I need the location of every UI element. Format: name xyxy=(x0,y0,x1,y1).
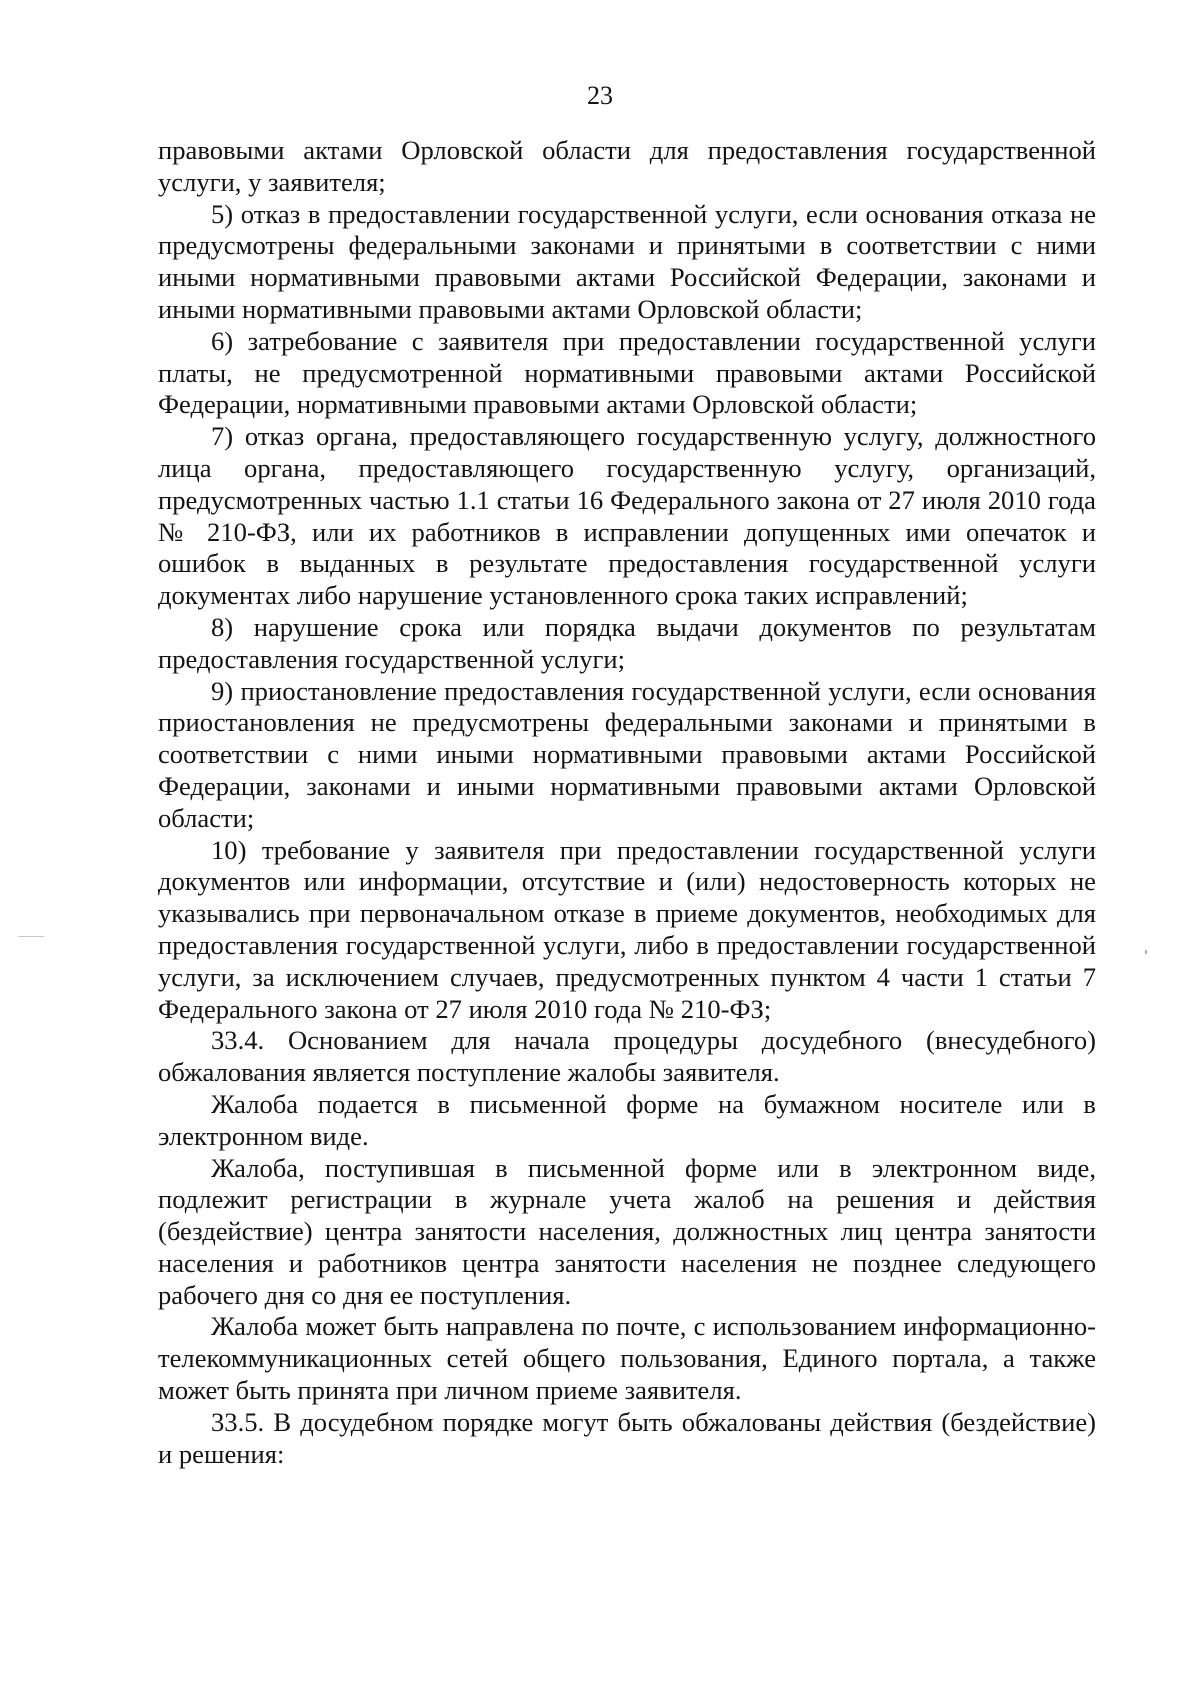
paragraph-item-9: 9) приостановление предоставления государственной услуги, если основания приостановления не предусмотрены федеральными законами и принятыми в соответствии с ними иными нормативными правовыми актами Российской Федерации, законами и иными нормативными правовыми актами Орловской области; xyxy=(158,675,1096,833)
paragraph-section-33-4: 33.4. Основанием для начала процедуры досудебного (внесудебного) обжалования является поступление жалобы заявителя. xyxy=(158,1025,1096,1088)
paragraph-item-7: 7) отказ органа, предоставляющего государственную услугу, должностного лица органа, предоставляющего государственную услугу, организаций, предусмотренных частью 1.1 статьи 16 Федерального закона от 27 июля 2010 года № 210-ФЗ, или их работников в исправлении допущенных ими опечаток и ошибок в выданных в результате предоставления государственной услуги документах либо нарушение установленного срока таких исправлений; xyxy=(158,421,1096,611)
paragraph-continuation: правовыми актами Орловской области для предоставления государственной услуги, у заявителя; xyxy=(158,135,1096,197)
scan-margin-mark xyxy=(18,936,44,937)
document-body xyxy=(158,135,1096,1470)
paragraph-complaint-submission: Жалоба может быть направлена по почте, с использованием информационно-телекоммуникационных сетей общего пользования, Единого портала, а также может быть принята при личном приеме заявителя. xyxy=(158,1311,1096,1406)
paragraph-complaint-form: Жалоба подается в письменной форме на бумажном носителе или в электронном виде. xyxy=(158,1088,1096,1151)
scan-margin-tick xyxy=(1145,950,1147,954)
paragraph-complaint-registration: Жалоба, поступившая в письменной форме или в электронном виде, подлежит регистрации в журнале учета жалоб на решения и действия (бездействие) центра занятости населения, должностных лиц центра занятости населения и работников центра занятости населения не позднее следующего рабочего дня со дня ее поступления. xyxy=(158,1152,1096,1310)
paragraph-section-33-5: 33.5. В досудебном порядке могут быть обжалованы действия (бездействие) и решения: xyxy=(158,1406,1096,1469)
page-number: 23 xyxy=(587,81,613,110)
paragraph-item-6: 6) затребование с заявителя при предоставлении государственной услуги платы, не предусмотренной нормативными правовыми актами Российской Федерации, нормативными правовыми актами Орловской области; xyxy=(158,325,1096,420)
paragraph-item-5: 5) отказ в предоставлении государственной услуги, если основания отказа не предусмотрены федеральными законами и принятыми в соответствии с ними иными нормативными правовыми актами Российской Федерации, законами и иными нормативными правовыми актами Орловской области; xyxy=(158,198,1096,324)
paragraph-item-8: 8) нарушение срока или порядка выдачи документов по результатам предоставления государственной услуги; xyxy=(158,611,1096,674)
paragraph-item-10: 10) требование у заявителя при предоставлении государственной услуги документов или информации, отсутствие и (или) недостоверность которых не указывались при первоначальном отказе в приеме документов, необходимых для предоставления государственной услуги, либо в предоставлении государственной услуги, за исключением случаев, предусмотренных пунктом 4 части 1 статьи 7 Федерального закона от 27 июля 2010 года № 210-ФЗ; xyxy=(158,834,1096,1024)
